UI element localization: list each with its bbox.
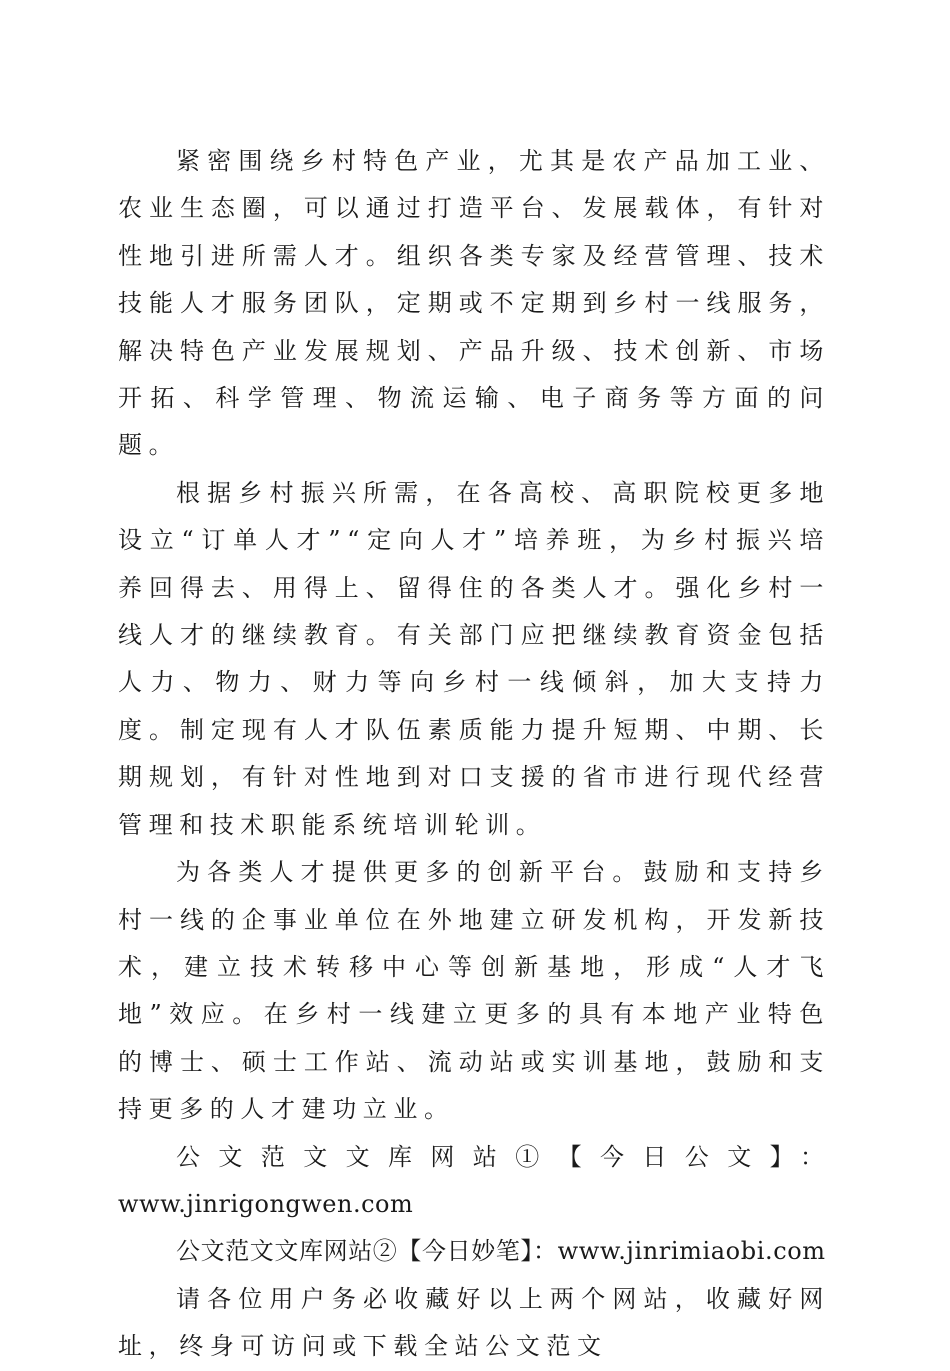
site2-label: 公文范文文库网站②【今日妙笔】： <box>176 1237 558 1266</box>
site2-line <box>118 1228 830 1275</box>
paragraph-rural-industry: 紧密围绕乡村特色产业，尤其是农产品加工业、农业生态圈，可以通过打造平台、发展载体，有针对性地引进所需人才。组织各类专家及经营管理、技术技能人才服务团队，定期或不定期到乡村一线服务，解决特色产业发展规划、产品升级、技术创新、市场开拓、科学管理、物流运输、电子商务等方面的问题。 <box>118 147 830 460</box>
closing-note: 请各位用户务必收藏好以上两个网站，收藏好网址，终身可访问或下载全站公文范文 <box>118 1284 830 1361</box>
site1-label: 公文范文文库网站①【今日公文】： <box>176 1142 830 1171</box>
document-body <box>118 138 830 1371</box>
site2-url[interactable]: www.jinrimiaobi.com <box>557 1237 826 1266</box>
paragraph-innovation-platform: 为各类人才提供更多的创新平台。鼓励和支持乡村一线的企事业单位在外地建立研发机构，开发新技术，建立技术转移中心等创新基地，形成“人才飞地”效应。在乡村一线建立更多的具有本地产业特色的博士、硕士工作站、流动站或实训基地，鼓励和支持更多的人才建功立业。 <box>118 858 830 1124</box>
paragraph-talent-training: 根据乡村振兴所需，在各高校、高职院校更多地设立“订单人才”“定向人才”培养班，为乡村振兴培养回得去、用得上、留得住的各类人才。强化乡村一线人才的继续教育。有关部门应把继续教育资金包括人力、物力、财力等向乡村一线倾斜，加大支持力度。制定现有人才队伍素质能力提升短期、中期、长期规划，有针对性地到对口支援的省市进行现代经营管理和技术职能系统培训轮训。 <box>118 478 830 839</box>
site1-url[interactable]: www.jinrigongwen.com <box>118 1189 414 1218</box>
